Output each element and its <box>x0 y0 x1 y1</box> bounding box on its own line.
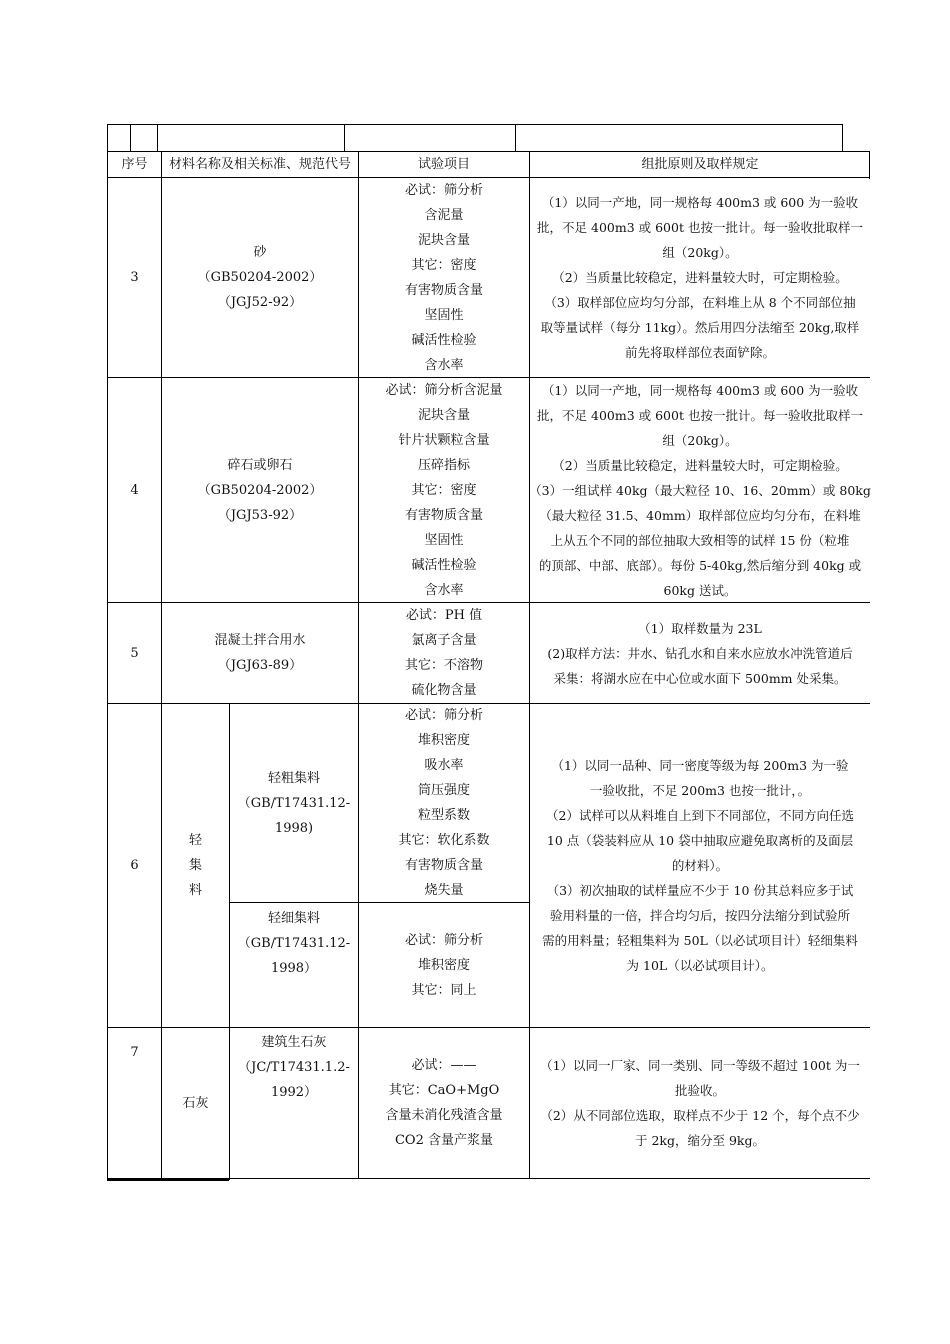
row-7-material: 建筑生石灰 （JC/T17431.1.2- 1992） <box>238 1034 350 1100</box>
row-6a-tests: 必试：筛分析 堆积密度 吸水率 筒压强度 粒型系数 其它：软化系数 有害物质含量 烧失量 <box>398 708 490 898</box>
row-4-tests: 必试：筛分析含泥量 泥块含量 针片状颗粒含量 压碎指标 其它：密度 有害物质含量 坚固性 碱活性检验 含水率 <box>385 382 503 598</box>
header-seq: 序号 <box>121 156 148 172</box>
row-5-material: 混凝土拌合用水 （JGJ63-89） <box>214 633 306 673</box>
header-material: 材料名称及相关标准、规范代号 <box>168 156 351 172</box>
row-7-rules: （1）以同一厂家、同一类别、同一等级不超过 100t 为一 批验收。 （2）从不同部位选取，取样点不少于 12 个，每个点不少 于 2kg，缩分至 9kg。 <box>540 1058 860 1148</box>
row-6-group: 轻 集 料 <box>188 833 202 898</box>
row-6b-tests: 必试：筛分析 堆积密度 其它：同上 <box>404 932 483 998</box>
row-7-tests: 必试：—— 其它：CaO+MgO 含量未消化残渣含量 CO2 含量产浆量 <box>385 1058 503 1148</box>
row-5-rules: （1）取样数量为 23L (2)取样方法：井水、钻孔水和自来水应放水冲洗管道后 采集：将湖水应在中心位或水面下 500mm 处采集。 <box>547 620 853 686</box>
row-5-seq: 5 <box>130 645 139 661</box>
row-6b-material: 轻细集料 （GB/T17431.12- 1998） <box>237 910 351 976</box>
header-test: 试验项目 <box>417 156 470 172</box>
row-4-material: 碎石或卵石 （GB50204-2002） （JGJ53-92） <box>197 457 323 523</box>
row-4-seq: 4 <box>130 482 139 498</box>
row-4-rules: （1）以同一产地，同一规格每 400m3 或 600 为一验收 批，不足 400m3 或 600t 也按一批计。每一验收批取样一 组（20kg）。 （2）当质量比较稳定，进料量较大时，可定期检验。 （3）一组试样 40kg（最大粒径 10、16、20mm）或 80kg （最大粒径 31.5、40mm）取样部位应均匀分布，在料堆 上从五个不同的部位抽取大致相等的试样 15 份（粒堆 的顶部、中部、底部）。每份 5-40kg,然后缩分到 40kg 或 60kg 送试。 <box>529 382 871 598</box>
row-6-seq: 6 <box>130 858 139 873</box>
row-3-tests: 必试：筛分析 含泥量 泥块含量 其它：密度 有害物质含量 坚固性 碱活性检验 含水率 <box>404 182 483 373</box>
header-rule: 组批原则及取样规定 <box>641 156 759 172</box>
row-3-rules: （1）以同一产地，同一规格每 400m3 或 600 为一验收 批，不足 400m3 或 600t 也按一批计。每一验收批取样一 组（20kg）。 （2）当质量比较稳定，进料量较大时，可定期检验。 （3）取样部位应均匀分部，在料堆上从 8 个不同部位抽 取等量试样（每分 11kg）。然后用四分法缩至 20kg,取样 前先将取样部位表面铲除。 <box>537 195 863 360</box>
row-5-tests: 必试：PH 值 氯离子含量 其它：不溶物 硫化物含量 <box>404 608 483 698</box>
row-3-seq: 3 <box>130 270 139 285</box>
row-7-group: 石灰 <box>182 1095 209 1111</box>
row-6a-material: 轻粗集料 （GB/T17431.12- 1998) <box>237 770 351 836</box>
row-6-rules: （1）以同一品种、同一密度等级为每 200m3 为一验 一验收批，不足 200m3 也按一批计，。 （2）试样可以从料堆自上到下不同部位，不同方向任选 10 点（袋装料应从 10 袋中抽取应避免取离析的及面层 的材料）。 （3）初次抽取的试样量应不少于 10 份其总料应多于试 验用料量的一倍，拌合均匀后，按四分法缩分到试验所 需的用料量；轻粗集料为 50L（以必试项目计）轻细集料 为 10L（以必试项目计）。 <box>542 758 858 973</box>
row-7-seq: 7 <box>130 1045 139 1060</box>
row-3-material: 砂 （GB50204-2002） （JGJ52-92） <box>197 245 323 310</box>
